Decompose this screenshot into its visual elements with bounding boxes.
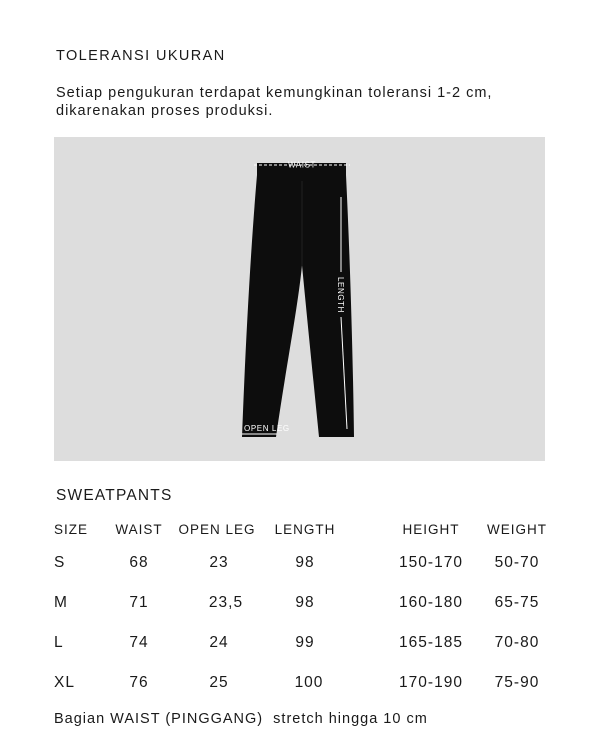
tolerance-note-line-2: dikarenakan proses produksi. <box>56 103 274 119</box>
waist-label: WAIST <box>287 160 317 170</box>
sweatpants-illustration <box>54 137 545 461</box>
size-cell: XL <box>54 674 75 691</box>
col-header-weight: WEIGHT <box>487 522 547 537</box>
open-leg-cell: 24 <box>209 634 229 651</box>
tolerance-note <box>56 84 556 120</box>
tolerance-note-line-1: Setiap pengukuran terdapat kemungkinan toleransi 1-2 cm, <box>56 85 493 101</box>
weight-cell: 75-90 <box>494 674 540 691</box>
length-label: LENGTH <box>336 276 345 314</box>
col-header-length: LENGTH <box>274 522 336 537</box>
col-header-waist: WAIST <box>115 522 163 537</box>
col-header-height: HEIGHT <box>402 522 460 537</box>
height-cell: 160-180 <box>399 594 463 611</box>
weight-cell: 70-80 <box>494 634 540 651</box>
waist-cell: 71 <box>129 594 149 611</box>
size-cell: L <box>54 634 64 651</box>
stretch-note: Bagian WAIST (PINGGANG) stretch hingga 10 cm <box>54 711 428 727</box>
size-cell: M <box>54 594 68 611</box>
sweatpants-measurement-figure <box>54 137 545 461</box>
waist-cell: 68 <box>129 554 149 571</box>
col-header-open-leg: OPEN LEG <box>178 522 256 537</box>
weight-cell: 50-70 <box>494 554 540 571</box>
col-header-size: SIZE <box>54 522 89 537</box>
length-cell: 98 <box>295 594 315 611</box>
length-cell: 98 <box>295 554 315 571</box>
open-leg-cell: 23,5 <box>208 594 244 611</box>
size-cell: S <box>54 554 66 571</box>
waist-cell: 76 <box>129 674 149 691</box>
open-leg-cell: 25 <box>209 674 229 691</box>
table-title: SWEATPANTS <box>56 487 173 504</box>
height-cell: 150-170 <box>399 554 463 571</box>
open-leg-cell: 23 <box>209 554 229 571</box>
height-cell: 165-185 <box>399 634 463 651</box>
open-leg-label: OPEN LEG <box>244 424 290 433</box>
weight-cell: 65-75 <box>494 594 540 611</box>
length-cell: 100 <box>294 674 324 691</box>
height-cell: 170-190 <box>399 674 463 691</box>
length-cell: 99 <box>295 634 315 651</box>
page-title: TOLERANSI UKURAN <box>56 48 226 64</box>
waist-cell: 74 <box>129 634 149 651</box>
